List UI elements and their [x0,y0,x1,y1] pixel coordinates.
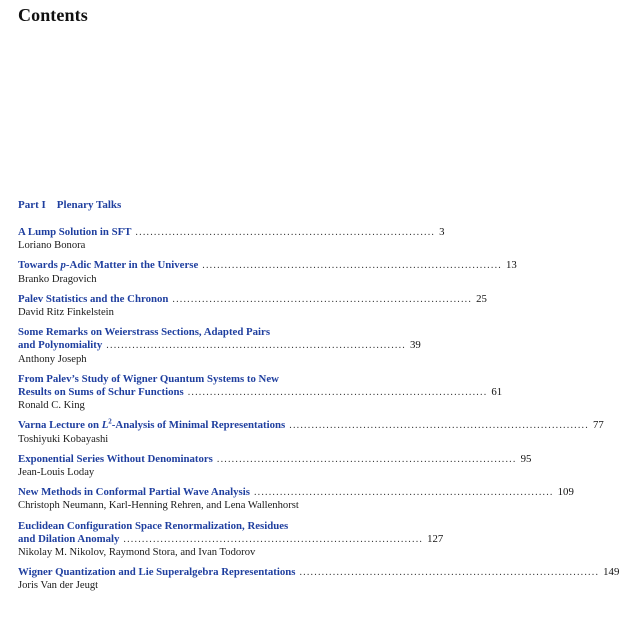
page-number: 25 [476,292,487,305]
page-number: 13 [505,259,517,272]
entry-authors: Nikolay M. Nikolov, Raymond Stora, and Ivan Todorov [18,547,256,559]
page-number: 61 [491,386,503,399]
dot-leader: ................................................................................. [253,487,554,499]
page-title: Contents [18,5,88,25]
entry-authors: Branko Dragovich [18,273,97,285]
page-number: 39 [410,339,421,352]
dot-leader: ................................................................................. [202,260,502,272]
part-number: Part I [18,199,46,211]
page-number: 95 [520,452,532,465]
entry-title-link[interactable]: Varna Lecture on $L^2$-Analysis of Minimal Representations [18,417,286,432]
entry-authors: Toshiyuki Kobayashi [18,433,109,445]
dot-leader: ................................................................................. [172,293,473,305]
entry-title-line[interactable]: Some Remarks on Weierstrass Sections, Adapted Pairs [18,326,271,339]
entry-title-link[interactable]: Results on Sums of Schur Functions [18,386,184,399]
entry-authors: Anthony Joseph [18,353,87,365]
toc-entry [18,292,487,319]
toc-entry [18,566,619,592]
entry-authors: Christoph Neumann, Karl-Henning Rehren, and Lena Wallenhorst [18,500,299,512]
entry-title-link[interactable]: Towards p-Adic Matter in the Universe [18,259,199,272]
dot-leader: ................................................................................. [299,567,600,579]
toc-entry [18,486,574,512]
entry-title-link[interactable]: and Dilation Anomaly [18,532,120,545]
toc-entry [18,372,503,413]
toc-entries [18,226,619,600]
toc-entry [18,519,444,560]
part-title: Plenary Talks [56,199,122,211]
toc-entry [18,452,532,479]
entry-title-link[interactable]: New Methods in Conformal Partial Wave Analysis [18,486,250,499]
dot-leader: ................................................................................. [123,533,424,545]
entry-title-link[interactable]: Wigner Quantization and Lie Superalgebra Representations [18,566,296,579]
entry-authors: Ronald C. King [18,400,85,412]
page-number: 149 [603,566,619,579]
dot-leader: ................................................................................. [289,420,589,432]
toc-entry [18,326,421,366]
dot-leader: ................................................................................. [135,227,436,238]
entry-authors: Joris Van der Jeugt [18,580,99,592]
dot-leader: ................................................................................. [187,387,488,399]
entry-title-link[interactable]: and Polynomiality [18,339,103,352]
toc-entry [18,226,445,252]
entry-authors: Jean-Louis Loday [18,467,95,479]
page-number: 109 [557,486,574,499]
part-heading[interactable] [18,199,121,211]
entry-title-link[interactable]: Exponential Series Without Denominators [18,452,213,465]
dot-leader: ................................................................................. [216,453,517,465]
entry-title-link[interactable]: Palev Statistics and the Chronon [18,292,169,305]
page-number: 127 [427,532,444,545]
toc-entry [18,417,604,445]
entry-title-link[interactable]: A Lump Solution in SFT [18,226,132,238]
page-number: 77 [592,419,604,432]
entry-title-line[interactable]: From Palev’s Study of Wigner Quantum Systems to New [18,372,279,385]
entry-title-line[interactable]: Euclidean Configuration Space Renormalization, Residues [18,519,289,532]
dot-leader: ................................................................................. [106,340,406,352]
entry-authors: David Ritz Finkelstein [18,307,114,319]
entry-authors: Loriano Bonora [18,240,86,252]
toc-entry [18,259,517,285]
page-number: 3 [439,226,445,238]
